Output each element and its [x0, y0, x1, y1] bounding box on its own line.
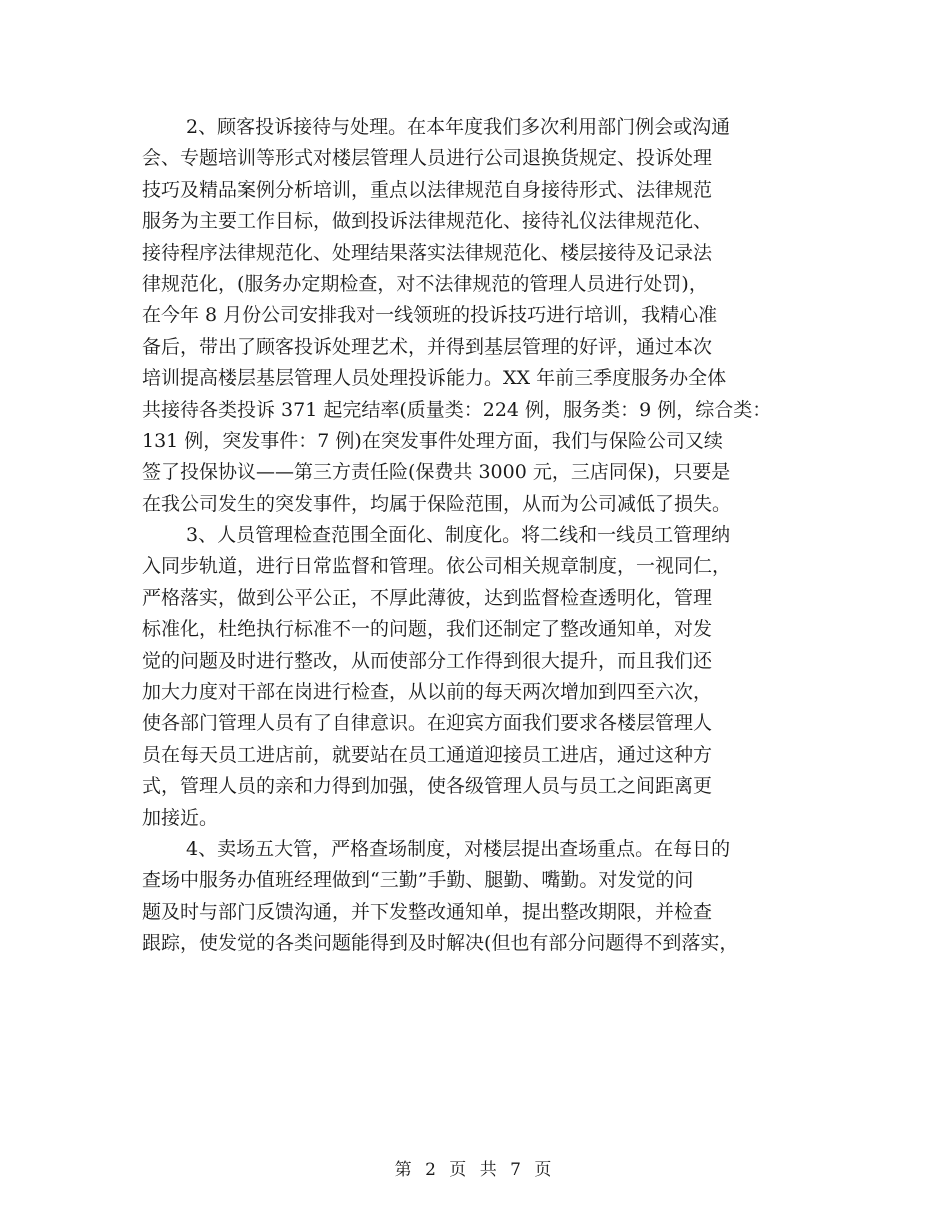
text-line: 在我公司发生的突发事件，均属于保险范围，从而为公司减低了损失。	[142, 492, 732, 515]
page-footer	[0, 1155, 950, 1180]
text-line: 跟踪，使发觉的各类问题能得到及时解决(但也有部分问题得不到落实，	[142, 932, 739, 955]
text-line: 3、人员管理检查范围全面化、制度化。将二线和一线员工管理纳	[186, 524, 731, 547]
text-line: 使各部门管理人员有了自律意识。在迎宾方面我们要求各楼层管理人	[142, 712, 713, 735]
text-line: 技巧及精品案例分析培训，重点以法律规范自身接待形式、法律规范	[142, 178, 713, 201]
text-line: 服务为主要工作目标，做到投诉法律规范化、接待礼仪法律规范化、	[142, 210, 713, 233]
text-line: 共接待各类投诉 371 起完结率(质量类：224 例，服务类：9 例，综合类：	[142, 398, 772, 421]
text-line: 接待程序法律规范化、处理结果落实法律规范化、楼层接待及记录法	[142, 241, 713, 264]
text-line: 加接近。	[142, 806, 219, 829]
text-line: 律规范化，(服务办定期检查，对不法律规范的管理人员进行处罚)，	[142, 272, 708, 295]
text-line: 觉的问题及时进行整改，从而使部分工作得到很大提升，而且我们还	[142, 649, 713, 672]
text-line: 签了投保协议——第三方责任险(保费共 3000 元，三店同保)，只要是	[142, 461, 731, 484]
text-line: 员在每天员工进店前，就要站在员工通道迎接员工进店，通过这种方	[142, 743, 713, 766]
text-line: 严格落实，做到公平公正，不厚此薄彼，达到监督检查透明化，管理	[142, 586, 713, 609]
text-line: 加大力度对干部在岗进行检查，从以前的每天两次增加到四至六次，	[142, 681, 713, 704]
text-line: 入同步轨道，进行日常监督和管理。依公司相关规章制度，一视同仁，	[142, 555, 732, 578]
text-line: 培训提高楼层基层管理人员处理投诉能力。XX 年前三季度服务办全体	[142, 367, 727, 390]
text-line: 4、卖场五大管，严格查场制度，对楼层提出查场重点。在每日的	[186, 837, 731, 860]
text-line: 式，管理人员的亲和力得到加强，使各级管理人员与员工之间距离更	[142, 775, 713, 798]
body-text	[142, 112, 832, 960]
text-line: 备后，带出了顾客投诉处理艺术，并得到基层管理的好评，通过本次	[142, 335, 713, 358]
text-line: 查场中服务办值班经理做到“三勤”手勤、腿勤、嘴勤。对发觉的问	[142, 869, 694, 892]
text-line: 2、顾客投诉接待与处理。在本年度我们多次利用部门例会或沟通	[186, 116, 731, 138]
page-number-label: 第 2 页 共 7 页	[394, 1160, 556, 1180]
text-line: 题及时与部门反馈沟通，并下发整改通知单，提出整改期限，并检查	[142, 900, 713, 923]
text-line: 标准化，杜绝执行标准不一的问题，我们还制定了整改通知单，对发	[142, 618, 713, 641]
text-line: 在今年 8 月份公司安排我对一线领班的投诉技巧进行培训，我精心准	[142, 304, 718, 327]
text-line: 131 例，突发事件：7 例)在突发事件处理方面，我们与保险公司又续	[142, 429, 723, 452]
text-line: 会、专题培训等形式对楼层管理人员进行公司退换货规定、投诉处理	[142, 147, 713, 170]
